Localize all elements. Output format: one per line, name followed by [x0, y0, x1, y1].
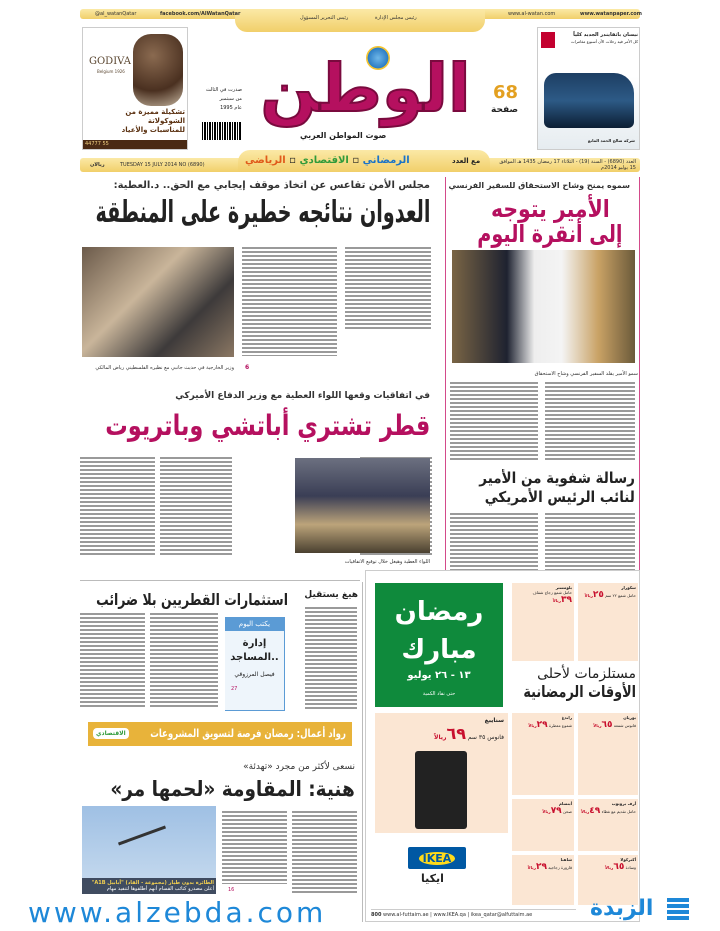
- nissan-text-box: [558, 32, 638, 45]
- nissan-title: نيسان باثفايندر الجديد كلياً: [573, 32, 638, 38]
- product-unit: ريالاً: [552, 598, 561, 603]
- founded-note: [200, 86, 242, 113]
- watermark-logo: الزبدة: [590, 896, 654, 921]
- product-desc: حامل شمع زجاج شفاف: [532, 590, 572, 595]
- product-unit: ريالاً: [528, 723, 537, 728]
- founded-line: من سبتمبر: [219, 96, 242, 102]
- product-unit: ريالاً: [593, 723, 602, 728]
- supplement-sports[interactable]: الرياضي: [245, 155, 286, 166]
- product-desc: شموع معطرة: [548, 723, 572, 728]
- godiva-footer: [83, 140, 187, 149]
- barcode: [202, 122, 242, 140]
- drone-image: [118, 826, 166, 846]
- godiva-logo: GODIVA: [89, 56, 131, 67]
- story4-caption-title: الطائرة بدون طيار (مجموعة - القاد) "أبابيل A1B": [91, 880, 214, 886]
- supplement-ramadan[interactable]: الرمضاني: [362, 155, 410, 166]
- chairman-label: رئيس مجلس الإدارة: [375, 15, 417, 21]
- side-headline[interactable]: هيغ يستقيل: [304, 590, 358, 600]
- product-desc: فانوس ٣٥ سم: [467, 734, 504, 741]
- product-name: راندغ: [561, 715, 572, 720]
- page-ref: 27: [231, 686, 238, 692]
- column-title-2: المساجد..: [230, 652, 279, 663]
- issue-date-en: TUESDAY 15 JULY 2014 NO (6890): [120, 162, 205, 168]
- story4-photo: [82, 806, 216, 894]
- product-price: ٢٩: [535, 862, 547, 872]
- supplement-economy[interactable]: الاقتصادي: [299, 155, 349, 166]
- story4-body: [292, 810, 357, 894]
- godiva-tagline: تشكيلة مميزة من الشوكولاتة: [125, 108, 185, 125]
- story3-headline[interactable]: استثمارات القطريين بلا ضرائب: [96, 590, 288, 609]
- story2-kicker: في اتفاقيات وقعها اللواء العطية مع وزير الدفاع الأميركي: [175, 391, 430, 401]
- pages-label: صفحة: [491, 105, 519, 115]
- supplements: الرمضاني ▫ الاقتصادي ▫ الرياضي: [245, 155, 410, 166]
- story1-kicker: مجلس الأمن تقاعس عن اتخاذ موقف إيجابي مع الحق.. د.العطية:: [113, 180, 430, 191]
- right-body: [545, 381, 635, 461]
- right-caption: سمو الأمير يقلد السفير الفرنسي وشاح الاستحقاق: [534, 371, 638, 377]
- ikea-footer-text: www.al-futtaim.ae | www.IKEA.qa | ikea_qatar@alfuttaim.ae: [383, 912, 533, 918]
- godiva-sub: Belgium 1926: [97, 69, 125, 74]
- product-name: أرف بروتوب: [611, 801, 636, 806]
- founded-line: صدرت في الثالث: [205, 87, 242, 93]
- product-unit: ريالاً: [605, 865, 614, 870]
- right-body: [450, 381, 538, 461]
- ikea-footer: [371, 909, 576, 918]
- dates-text: ١٣ - ٢٦ يوليو: [407, 670, 471, 681]
- story2-photo: [295, 458, 430, 553]
- with-issue-label: مع العدد: [452, 157, 481, 165]
- watermark-url: www.alzebda.com: [28, 896, 327, 929]
- product-price: ٧٩: [550, 806, 562, 816]
- story1-caption: وزير الخارجية في حديث جانبي مع نظيره الفلسطيني رياض المالكي: [95, 365, 234, 371]
- pages-count: 68: [493, 82, 519, 103]
- editor-badge: [235, 9, 485, 32]
- product-tile-large[interactable]: [375, 713, 508, 833]
- economy-banner[interactable]: [88, 722, 352, 746]
- product-tile[interactable]: [578, 713, 638, 795]
- ikea-arabic: ايكيا: [421, 872, 444, 885]
- story1-body: [242, 246, 337, 356]
- slogan: صوت المواطن العربي: [300, 131, 387, 140]
- story2-headline[interactable]: قطر تشتري أباتشي وباتريوت: [104, 409, 430, 442]
- nissan-footer: شركة صالح الحمد المانع: [587, 138, 635, 143]
- nissan-ad[interactable]: [537, 27, 640, 150]
- masthead-logo: الوطن: [260, 50, 471, 127]
- economy-badge: الاقتصادي: [93, 728, 129, 739]
- story4-caption-box: [82, 878, 216, 894]
- right-sub-headline[interactable]: رسالة شفوية من الأمير: [479, 469, 635, 487]
- story3-body: [150, 612, 218, 708]
- right-sub-headline-2[interactable]: لنائب الرئيس الأمريكي: [484, 488, 635, 506]
- ikea-headline-2: الأوقات الرمضانية: [523, 682, 636, 701]
- product-name: سنايبغ: [484, 717, 504, 724]
- product-price: ٦٥: [601, 720, 613, 730]
- ikea-logo-text: IKEA: [419, 852, 456, 865]
- divider-vertical: [362, 582, 363, 922]
- product-name: بوريان: [623, 715, 636, 720]
- ikea-ad[interactable]: [365, 570, 640, 922]
- story1-photo: [82, 247, 234, 357]
- product-unit: ريالاً: [580, 809, 590, 814]
- lantern-image: [415, 751, 467, 829]
- right-kicker: سموه يمنح وشاح الاستحقاق للسفير الفرنسي: [448, 181, 630, 190]
- product-desc: صحن: [562, 809, 572, 814]
- product-price: ٤٩: [589, 806, 601, 816]
- divider: [80, 580, 360, 581]
- product-price: ٢٥: [592, 590, 604, 600]
- ramadan-text: رمضان: [394, 597, 484, 627]
- mubarak-text: مبارك: [401, 635, 477, 665]
- story2-caption: اللواء العطية وهيغل خلال توقيع الاتفاقيات: [344, 559, 430, 565]
- story1-headline[interactable]: العدوان نتائجه خطيرة على المنطقة: [94, 195, 430, 230]
- product-tile[interactable]: [512, 799, 574, 851]
- godiva-tagline-2: للمناسبات والأعياد: [121, 126, 185, 134]
- product-tile[interactable]: [512, 583, 574, 661]
- story4-headline[interactable]: هنية: المقاومة «لحمها مر»: [110, 777, 355, 801]
- column-title: إدارة: [242, 638, 267, 649]
- side-body: [305, 606, 357, 710]
- price: ريالان: [90, 162, 105, 168]
- story1-body: [345, 246, 431, 330]
- product-desc: قارورة زجاجية: [548, 865, 572, 870]
- product-unit: ريالاً: [542, 809, 551, 814]
- right-body-2: [450, 512, 538, 572]
- chocolate-image: [133, 34, 183, 106]
- right-headline[interactable]: الأمير يتوجه: [491, 195, 610, 223]
- product-unit: ريالاً: [527, 865, 536, 870]
- godiva-tagline-box: [86, 108, 185, 135]
- ikea-logo: [408, 847, 466, 869]
- nissan-text: كل الأمر فيه رحلات الآن أسبوع مغامرات: [570, 39, 638, 44]
- product-price: ٦٥: [613, 862, 625, 872]
- site-link[interactable]: www.al-watan.com: [508, 11, 556, 17]
- product-name: سكورار: [621, 585, 636, 590]
- watermark-logo-icon: [667, 898, 689, 922]
- editor-label: رئيس التحرير المسؤول: [300, 15, 349, 21]
- ikea-phone: 800: [371, 912, 382, 918]
- product-tile[interactable]: [512, 855, 574, 905]
- car-image: [544, 73, 634, 128]
- nissan-logo-icon: [541, 32, 555, 48]
- green-note: حتى نفاد الكمية: [422, 691, 456, 697]
- facebook-link[interactable]: facebook.com/AlWatanQatar: [160, 11, 241, 17]
- product-unit: ريالاً: [584, 593, 593, 598]
- godiva-phone: 44777 55: [85, 141, 109, 147]
- story4-caption-text: أعلن مصدرو كتائب القسام أنهم أطلقوها لتنفيذ مهام: [106, 886, 214, 892]
- story4-kicker: نسعى لأكثر من مجرد «تهدئة»: [243, 762, 355, 772]
- product-price: ٢٩: [536, 720, 548, 730]
- ikea-headline-1: مستلزمات لأحلى: [537, 666, 636, 682]
- product-tile[interactable]: [578, 799, 638, 851]
- page-ref[interactable]: 16: [228, 887, 235, 893]
- product-desc: حامل تقديم مع غطاء: [601, 809, 636, 814]
- column-label: يكتب اليوم: [225, 617, 284, 631]
- ikea-headline: [511, 665, 636, 701]
- right-body-2: [545, 512, 635, 572]
- product-tile[interactable]: [578, 583, 638, 661]
- founded-line: عام 1995: [220, 105, 242, 111]
- product-name: شاهنا: [560, 857, 572, 862]
- page-ref[interactable]: 6: [245, 364, 250, 371]
- right-photo: [452, 250, 635, 363]
- column-author: فيصل المرزوقي: [234, 671, 275, 678]
- product-desc: حامل شمع ٢٢ سم: [605, 593, 636, 598]
- product-price: ٦٩: [446, 724, 466, 743]
- site-link-2[interactable]: www.watanpaper.com: [580, 11, 642, 17]
- story4-body: [222, 810, 287, 884]
- issue-info-ar: العدد (6890) - السنة (19) - الثلاثاء 17 رمضان 1435 هـ الموافق 15 يوليو 2014م: [499, 159, 636, 171]
- product-price: ٣٩: [561, 595, 572, 605]
- godiva-ad[interactable]: [82, 27, 188, 150]
- right-headline-2[interactable]: إلى أنقرة اليوم: [477, 220, 623, 248]
- product-desc: وسادة: [625, 865, 636, 870]
- story3-body: [80, 612, 145, 708]
- product-tile[interactable]: [512, 713, 574, 795]
- product-unit: ريالاً: [434, 734, 447, 741]
- product-name: أكتركولا: [620, 857, 636, 862]
- twitter-handle[interactable]: @al_watanQatar: [95, 11, 137, 17]
- story2-body: [160, 456, 232, 556]
- product-desc: فانوس شمعة: [613, 723, 636, 728]
- ramadan-panel: [375, 583, 503, 707]
- product-name: بلومستر: [555, 585, 572, 590]
- banner-text: رواد أعمال: رمضان فرصة لتسويق المشروعات: [150, 727, 346, 740]
- column-box[interactable]: [225, 617, 285, 711]
- story2-body: [80, 456, 155, 556]
- product-name: أبتسام: [558, 801, 572, 806]
